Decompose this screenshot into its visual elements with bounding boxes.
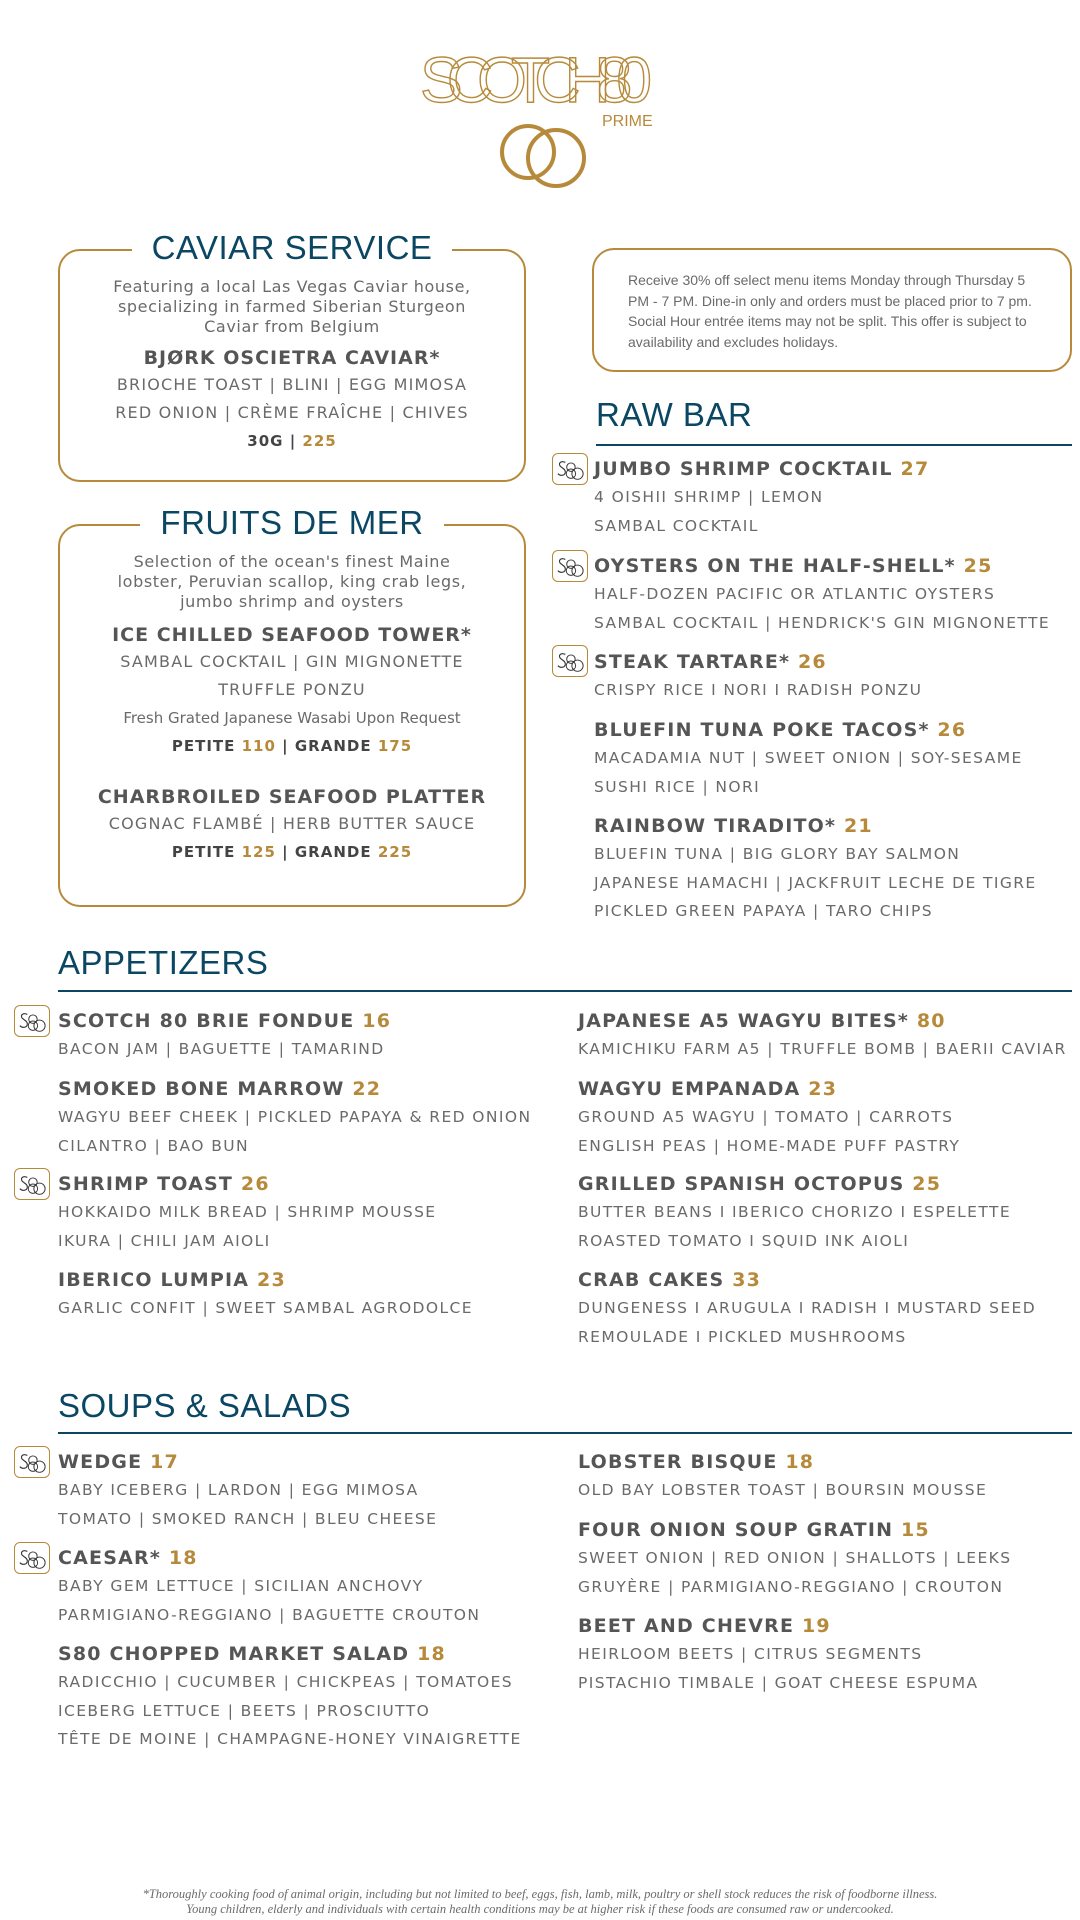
promo-line-4: availability and excludes holidays.	[628, 333, 839, 350]
s80-signature-icon	[14, 1168, 50, 1200]
tower-petite-label: PETITE	[171, 737, 236, 755]
caviar-line-2: RED ONION | CRÈME FRAÎCHE | CHIVES	[115, 403, 469, 422]
app-item-shrimp-toast	[58, 1170, 437, 1255]
item-desc: SAMBAL COCKTAIL	[594, 516, 759, 535]
tower-grande-label: | GRANDE	[282, 737, 372, 755]
raw-item-oysters	[594, 552, 1050, 637]
item-price: 18	[785, 1451, 815, 1473]
item-name: SMOKED BONE MARROW	[58, 1078, 345, 1100]
item-price: 27	[900, 458, 930, 480]
app-item-octopus	[578, 1170, 1011, 1255]
item-desc: OLD BAY LOBSTER TOAST | BOURSIN MOUSSE	[578, 1481, 988, 1499]
logo-wordmark: SCOTCH 80	[420, 44, 650, 116]
disclaimer-line-2: Young children, elderly and individuals with certain health conditions may be at higher risk if these foods are consumed raw or undercooked.	[186, 1902, 894, 1916]
app-item-wagyu-empanada	[578, 1075, 960, 1160]
soup-item-onion-gratin	[578, 1516, 1011, 1601]
disclaimer-line-1: *Thoroughly cooking food of animal origin, including but not limited to beef, eggs, fish, lamb, milk, poultry or shell stock reduces the risk of foodborne illness.	[142, 1887, 938, 1901]
s80-signature-icon	[14, 1542, 50, 1574]
item-desc: CRISPY RICE I NORI I RADISH PONZU	[594, 681, 923, 699]
scotch80-logo-mark	[420, 40, 660, 190]
soup-item-beet-chevre	[578, 1612, 979, 1697]
item-name: WEDGE	[58, 1451, 143, 1473]
item-name: WAGYU EMPANADA	[578, 1078, 801, 1100]
item-price: 18	[417, 1643, 446, 1665]
appetizers-title: APPETIZERS	[58, 944, 269, 981]
item-desc: SAMBAL COCKTAIL | HENDRICK'S GIN MIGNONETTE	[594, 613, 1051, 632]
s80-signature-icon	[552, 453, 588, 485]
item-price: 25	[963, 555, 993, 577]
item-desc: PISTACHIO TIMBALE | GOAT CHEESE ESPUMA	[578, 1673, 979, 1692]
platter-line: COGNAC FLAMBÉ | HERB BUTTER SAUCE	[108, 814, 476, 833]
item-desc: ICEBERG LETTUCE | BEETS | PROSCIUTTO	[58, 1701, 431, 1720]
item-desc: WAGYU BEEF CHEEK | PICKLED PAPAYA & RED ONION	[58, 1108, 532, 1126]
item-price: 15	[901, 1519, 930, 1541]
promo-line-2: PM - 7 PM. Dine-in only and orders must be placed prior to 7 pm.	[628, 292, 1032, 309]
fruits-de-mer-box	[58, 504, 526, 907]
s80-signature-icon	[14, 1005, 50, 1037]
item-price: 21	[844, 815, 873, 837]
item-desc: GROUND A5 WAGYU | TOMATO | CARROTS	[578, 1108, 954, 1126]
soup-item-wedge	[58, 1448, 437, 1533]
soup-item-caesar	[58, 1544, 480, 1629]
item-name: FOUR ONION SOUP GRATIN	[578, 1519, 894, 1541]
item-name: STEAK TARTARE*	[594, 651, 791, 673]
tower-petite-price: 110	[241, 737, 276, 755]
raw-item-tiradito	[594, 812, 1037, 926]
item-desc: BUTTER BEANS I IBERICO CHORIZO I ESPELETTE	[578, 1203, 1012, 1221]
item-name: RAINBOW TIRADITO*	[594, 815, 837, 837]
item-name: OYSTERS ON THE HALF-SHELL*	[594, 555, 956, 577]
item-desc: BABY GEM LETTUCE | SICILIAN ANCHOVY	[58, 1577, 424, 1595]
item-price: 23	[808, 1078, 838, 1100]
item-price: 19	[801, 1615, 831, 1637]
item-name: GRILLED SPANISH OCTOPUS	[578, 1173, 905, 1195]
item-name: CRAB CAKES	[578, 1269, 725, 1291]
caviar-price-line	[60, 427, 524, 455]
logo-prime: PRIME	[602, 113, 653, 130]
item-desc: KAMICHIKU FARM A5 | TRUFFLE BOMB | BAERII CAVIAR	[578, 1040, 1067, 1058]
tower-price-line	[60, 732, 524, 760]
item-desc: BABY ICEBERG | LARDON | EGG MIMOSA	[58, 1481, 419, 1499]
item-desc: SWEET ONION | RED ONION | SHALLOTS | LEEKS	[578, 1549, 1012, 1567]
item-price: 80	[916, 1010, 946, 1032]
tower-line-1: SAMBAL COCKTAIL | GIN MIGNONETTE	[120, 652, 464, 671]
caviar-item-title: BJØRK OSCIETRA CAVIAR*	[143, 347, 441, 369]
item-price: 18	[168, 1547, 198, 1569]
item-desc: BLUEFIN TUNA | BIG GLORY BAY SALMON	[594, 845, 961, 863]
caviar-intro-3: Caviar from Belgium	[204, 317, 380, 336]
promo-line-3: Social Hour entrée items may not be split. This offer is subject to	[628, 313, 1027, 329]
item-price: 25	[912, 1173, 942, 1195]
caviar-service-box	[58, 229, 526, 482]
item-price: 23	[257, 1269, 286, 1291]
soup-item-lobster-bisque	[578, 1448, 987, 1505]
item-desc: HALF-DOZEN PACIFIC OR ATLANTIC OYSTERS	[594, 585, 996, 603]
item-name: SHRIMP TOAST	[58, 1173, 234, 1195]
app-item-crab-cakes	[578, 1266, 1036, 1351]
item-desc: 4 OISHII SHRIMP | LEMON	[594, 488, 824, 506]
app-item-wagyu-bites	[578, 1007, 1067, 1064]
fruits-intro-2: lobster, Peruvian scallop, king crab legs,	[117, 572, 467, 591]
app-item-bone-marrow	[58, 1075, 531, 1160]
raw-item-poke-tacos	[594, 716, 1023, 801]
promo-line-1: Receive 30% off select menu items Monday through Thursday 5	[628, 272, 1026, 288]
tower-line-2: TRUFFLE PONZU	[218, 680, 366, 699]
item-desc: MACADAMIA NUT | SWEET ONION | SOY-SESAME	[594, 749, 1023, 767]
item-name: SCOTCH 80 BRIE FONDUE	[58, 1010, 355, 1032]
tower-note: Fresh Grated Japanese Wasabi Upon Request	[123, 709, 461, 727]
item-price: 26	[240, 1173, 270, 1195]
item-desc: GARLIC CONFIT | SWEET SAMBAL AGRODOLCE	[58, 1299, 473, 1317]
item-name: BEET AND CHEVRE	[578, 1615, 795, 1637]
item-name: S80 CHOPPED MARKET SALAD	[58, 1643, 410, 1665]
s80-signature-icon	[552, 550, 588, 582]
item-desc: TÊTE DE MOINE | CHAMPAGNE-HONEY VINAIGRETTE	[58, 1730, 522, 1748]
item-desc: TOMATO | SMOKED RANCH | BLEU CHEESE	[58, 1509, 438, 1528]
item-desc: IKURA | CHILI JAM AIOLI	[58, 1231, 271, 1250]
fruits-de-mer-title: FRUITS DE MER	[140, 504, 443, 541]
item-desc: GRUYÈRE | PARMIGIANO-REGGIANO | CROUTON	[578, 1577, 1004, 1596]
s80-signature-icon	[14, 1446, 50, 1478]
item-name: CAESAR*	[58, 1547, 161, 1569]
raw-item-shrimp-cocktail	[594, 455, 929, 540]
platter-title: CHARBROILED SEAFOOD PLATTER	[97, 786, 487, 808]
soups-salads-divider	[58, 1432, 1072, 1434]
platter-petite-price: 125	[241, 843, 276, 861]
item-name: LOBSTER BISQUE	[578, 1451, 778, 1473]
tower-grande-price: 175	[377, 737, 413, 755]
appetizers-divider	[58, 990, 1072, 992]
caviar-intro-1: Featuring a local Las Vegas Caviar house,	[113, 277, 471, 296]
item-desc: PARMIGIANO-REGGIANO | BAGUETTE CROUTON	[58, 1605, 481, 1624]
item-price: 33	[732, 1269, 762, 1291]
item-desc: HEIRLOOM BEETS | CITRUS SEGMENTS	[578, 1645, 923, 1663]
fruits-intro-3: jumbo shrimp and oysters	[180, 592, 404, 611]
raw-item-steak-tartare	[594, 648, 922, 705]
tower-title: ICE CHILLED SEAFOOD TOWER*	[112, 624, 472, 646]
caviar-price: 225	[302, 432, 337, 450]
item-price: 16	[362, 1010, 392, 1032]
item-desc: DUNGENESS I ARUGULA I RADISH I MUSTARD SEED	[578, 1299, 1037, 1317]
caviar-service-title: CAVIAR SERVICE	[132, 229, 453, 266]
platter-price-line	[60, 838, 524, 866]
soups-salads-title: SOUPS & SALADS	[58, 1387, 352, 1424]
platter-grande-price: 225	[377, 843, 413, 861]
item-name: JUMBO SHRIMP COCKTAIL	[594, 458, 893, 480]
item-desc: CILANTRO | BAO BUN	[58, 1136, 249, 1155]
item-desc: PICKLED GREEN PAPAYA | TARO CHIPS	[594, 902, 933, 920]
item-price: 22	[352, 1078, 382, 1100]
item-price: 26	[937, 719, 967, 741]
s80-signature-icon	[552, 645, 588, 677]
item-desc: BACON JAM | BAGUETTE | TAMARIND	[58, 1040, 385, 1058]
soup-item-chopped-salad	[58, 1640, 522, 1754]
platter-petite-label: PETITE	[171, 843, 236, 861]
item-desc: REMOULADE I PICKLED MUSHROOMS	[578, 1327, 907, 1346]
item-desc: SUSHI RICE | NORI	[594, 777, 761, 796]
item-desc: ENGLISH PEAS | HOME-MADE PUFF PASTRY	[578, 1136, 961, 1155]
item-price: 26	[798, 651, 827, 673]
item-name: BLUEFIN TUNA POKE TACOS*	[594, 719, 930, 741]
raw-bar-title: RAW BAR	[596, 396, 753, 433]
app-item-brie-fondue	[58, 1007, 391, 1064]
caviar-line-1: BRIOCHE TOAST | BLINI | EGG MIMOSA	[116, 375, 468, 394]
item-desc: HOKKAIDO MILK BREAD | SHRIMP MOUSSE	[58, 1203, 437, 1221]
item-desc: RADICCHIO | CUCUMBER | CHICKPEAS | TOMATOES	[58, 1673, 514, 1691]
app-item-iberico-lumpia	[58, 1266, 473, 1323]
food-safety-disclaimer	[0, 1887, 1080, 1917]
raw-bar-divider	[596, 444, 1072, 446]
fruits-intro-1: Selection of the ocean's finest Maine	[133, 552, 451, 571]
item-desc: ROASTED TOMATO I SQUID INK AIOLI	[578, 1231, 910, 1250]
item-price: 17	[150, 1451, 179, 1473]
caviar-intro-2: specializing in farmed Siberian Sturgeon	[117, 297, 467, 316]
item-name: IBERICO LUMPIA	[58, 1269, 250, 1291]
platter-grande-label: | GRANDE	[282, 843, 372, 861]
social-hour-promo	[592, 248, 1072, 372]
caviar-size: 30G |	[247, 432, 297, 450]
item-desc: JAPANESE HAMACHI | JACKFRUIT LECHE DE TIGRE	[594, 873, 1037, 892]
item-name: JAPANESE A5 WAGYU BITES*	[578, 1010, 910, 1032]
scotch80-logo	[420, 40, 660, 190]
